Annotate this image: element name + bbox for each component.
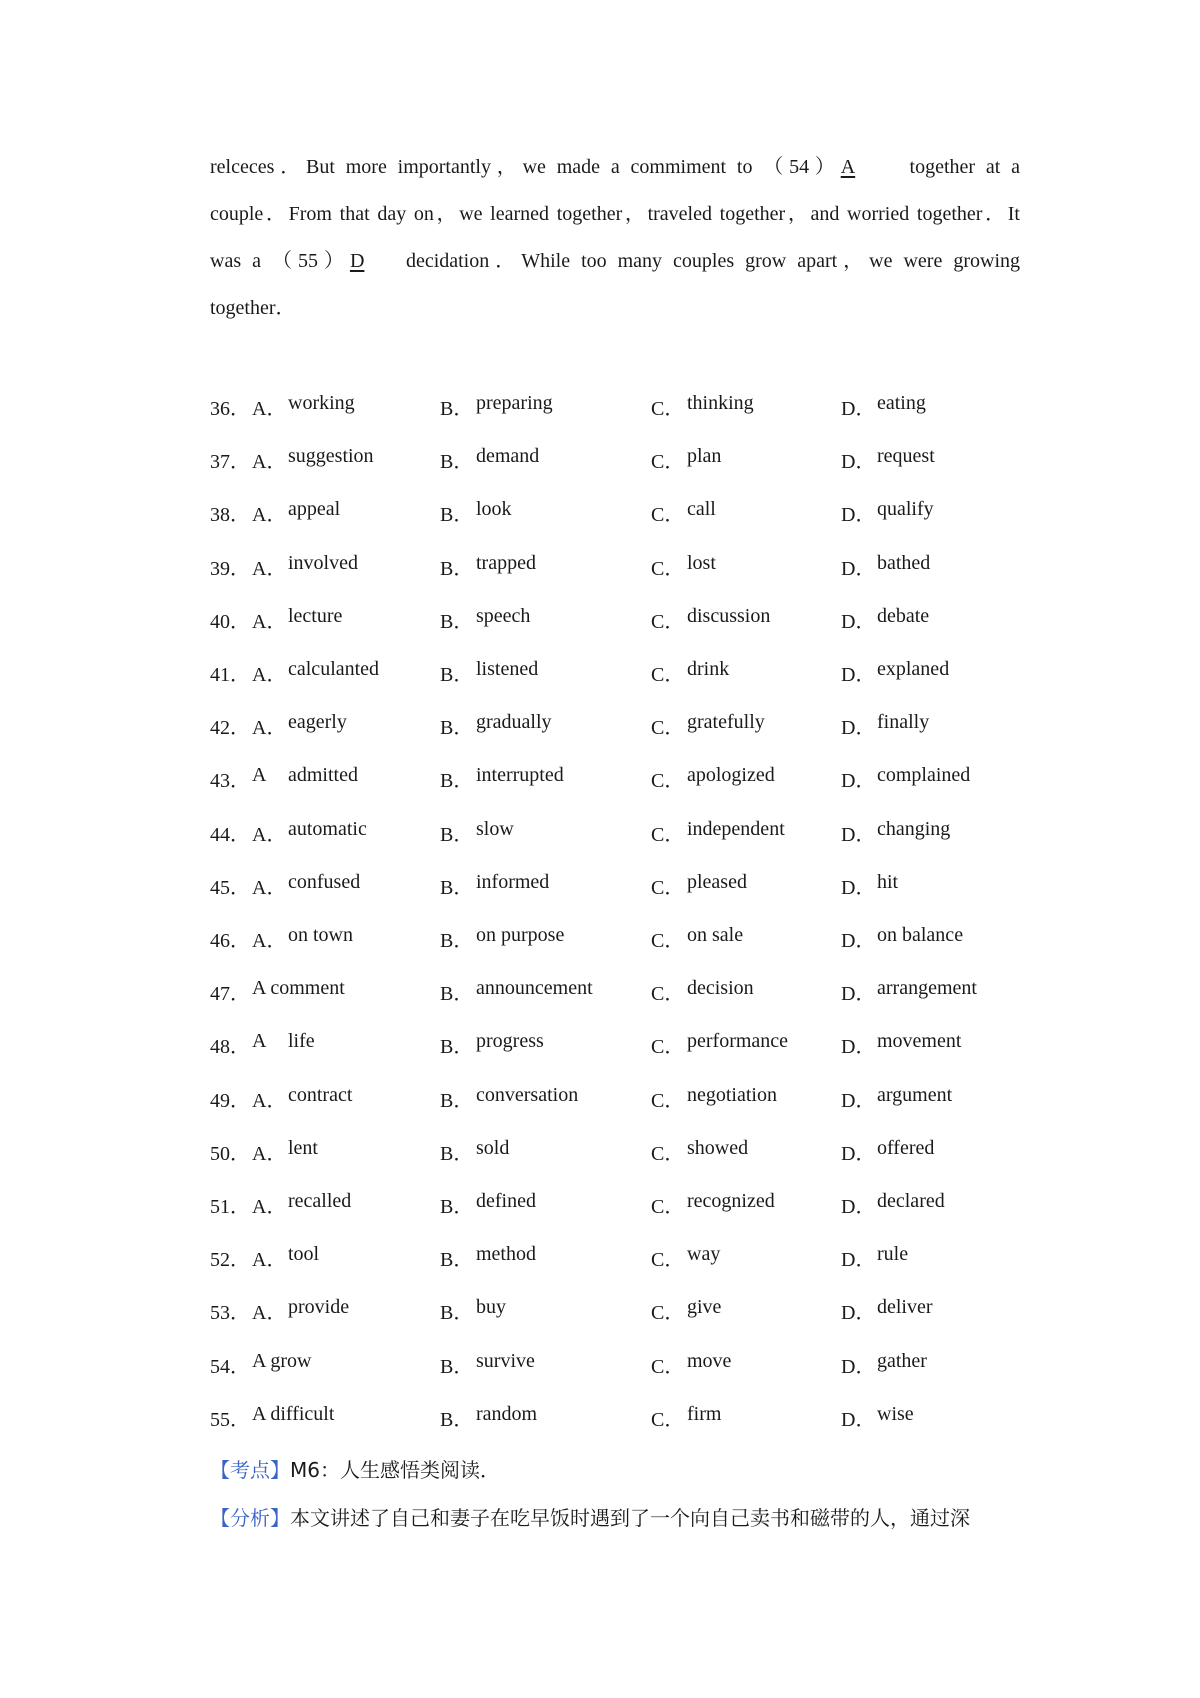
question-number: 40．: [210, 610, 250, 633]
option-label: C．: [651, 664, 685, 686]
passage-line-2: couple．From that day on，we learned together，traveled together，and worried together．It: [210, 203, 1020, 225]
option-text: informed: [476, 870, 550, 893]
option-label: D．: [841, 504, 876, 527]
option-text: complained: [877, 764, 971, 787]
option-label: D．: [841, 1036, 876, 1059]
option-text: negotiation: [687, 1083, 777, 1106]
option-text: contract: [288, 1083, 353, 1106]
passage-line-3: was a （55）D decidation．While too many couples grow apart，we were growing: [210, 250, 1020, 272]
option-text: independent: [687, 817, 785, 840]
option-text: eagerly: [288, 711, 347, 734]
option-text: finally: [877, 711, 930, 734]
question-row: [210, 977, 1030, 1007]
option-label: B．: [440, 1249, 474, 1272]
option-text: argument: [877, 1083, 953, 1106]
question-number: 45．: [210, 876, 250, 899]
option-text: calculanted: [288, 658, 380, 680]
option-label: A．: [252, 1196, 287, 1218]
option-label: A: [252, 764, 267, 787]
option-text: defined: [476, 1190, 536, 1212]
option-text: involved: [288, 551, 358, 574]
option-label: C．: [651, 717, 685, 740]
option-text: wise: [877, 1402, 914, 1425]
option-text: qualify: [877, 498, 934, 521]
option-label: B．: [440, 876, 474, 899]
option-text: A grow: [252, 1349, 312, 1372]
option-text: changing: [877, 817, 951, 840]
option-text: working: [288, 392, 355, 414]
option-text: life: [288, 1030, 315, 1053]
question-number: 36．: [210, 398, 250, 420]
option-label: C．: [651, 930, 685, 952]
kaodian-tag: 【考点】: [210, 1458, 290, 1482]
option-text: give: [687, 1296, 722, 1319]
question-row: [210, 818, 1030, 848]
kaodian-text: M6：人生感悟类阅读．: [290, 1458, 500, 1482]
option-text: survive: [476, 1349, 535, 1372]
option-label: A．: [252, 1249, 287, 1272]
option-label: B．: [440, 610, 474, 633]
option-label: B．: [440, 451, 474, 474]
question-number: 42．: [210, 717, 250, 740]
option-text: automatic: [288, 817, 367, 840]
question-number: 37．: [210, 451, 250, 474]
option-text: announcement: [476, 977, 593, 1000]
option-label: C．: [651, 1408, 685, 1431]
option-text: pleased: [687, 870, 747, 893]
option-label: B．: [440, 930, 474, 952]
option-text: suggestion: [288, 445, 374, 468]
option-label: D．: [841, 876, 876, 899]
option-text: demand: [476, 445, 540, 468]
option-label: D．: [841, 398, 876, 420]
option-label: B．: [440, 1036, 474, 1059]
option-label: C．: [651, 451, 685, 474]
option-text: method: [476, 1243, 536, 1266]
option-text: firm: [687, 1402, 722, 1425]
question-number: 53．: [210, 1302, 250, 1325]
option-label: B．: [440, 1302, 474, 1325]
option-text: explaned: [877, 658, 950, 680]
question-number: 55．: [210, 1408, 250, 1431]
option-text: speech: [476, 604, 531, 627]
option-text: lent: [288, 1136, 318, 1159]
option-text: recognized: [687, 1190, 775, 1212]
question-row: [210, 658, 1030, 688]
option-label: C．: [651, 398, 685, 420]
option-label: B．: [440, 398, 474, 420]
option-label: A．: [252, 664, 287, 686]
option-text: thinking: [687, 392, 754, 414]
option-text: lecture: [288, 604, 343, 627]
option-text: eating: [877, 392, 926, 414]
kaodian-line: [210, 1454, 500, 1483]
option-label: C．: [651, 504, 685, 527]
question-row: [210, 1243, 1030, 1273]
option-label: C．: [651, 557, 685, 580]
option-text: sold: [476, 1136, 510, 1159]
option-text: conversation: [476, 1083, 579, 1106]
option-text: tool: [288, 1243, 320, 1266]
option-text: bathed: [877, 551, 931, 574]
option-label: C．: [651, 1355, 685, 1378]
fenxi-tag: 【分析】: [210, 1506, 290, 1530]
question-number: 51．: [210, 1196, 250, 1218]
option-text: look: [476, 498, 512, 521]
question-row: [210, 552, 1030, 582]
option-text: debate: [877, 604, 930, 627]
option-text: slow: [476, 817, 514, 840]
option-label: B．: [440, 557, 474, 580]
option-text: declared: [877, 1190, 945, 1212]
question-number: 43．: [210, 770, 250, 793]
question-row: [210, 1350, 1030, 1380]
option-label: A．: [252, 823, 287, 846]
option-text: on sale: [687, 924, 744, 946]
option-label: D．: [841, 1408, 876, 1431]
option-label: D．: [841, 1196, 876, 1218]
option-text: apologized: [687, 764, 775, 787]
option-label: B．: [440, 1089, 474, 1112]
option-label: C．: [651, 610, 685, 633]
question-number: 38．: [210, 504, 250, 527]
question-number: 39．: [210, 557, 250, 580]
question-number: 49．: [210, 1089, 250, 1112]
question-row: [210, 1190, 1030, 1220]
option-text: rule: [877, 1243, 909, 1266]
option-text: offered: [877, 1136, 935, 1159]
option-label: D．: [841, 664, 876, 686]
option-label: D．: [841, 1302, 876, 1325]
question-row: [210, 392, 1030, 422]
option-text: gratefully: [687, 711, 765, 734]
question-number: 44．: [210, 823, 250, 846]
option-text: call: [687, 498, 716, 521]
passage-line-1: relceces．But more importantly，we made a commiment to （54）A together at a: [210, 156, 1021, 178]
option-label: C．: [651, 770, 685, 793]
option-label: B．: [440, 1142, 474, 1165]
option-label: D．: [841, 823, 876, 846]
option-label: A．: [252, 504, 287, 527]
option-label: C．: [651, 1089, 685, 1112]
option-label: B．: [440, 717, 474, 740]
option-text: A comment: [252, 977, 345, 1000]
option-text: request: [877, 445, 935, 468]
answer-blank-54: A: [840, 156, 856, 178]
question-row: [210, 605, 1030, 635]
question-row: [210, 924, 1030, 954]
option-label: A．: [252, 717, 287, 740]
option-label: B．: [440, 1408, 474, 1431]
option-label: D．: [841, 1142, 876, 1165]
option-text: drink: [687, 658, 730, 680]
option-label: C．: [651, 1142, 685, 1165]
option-label: A．: [252, 1302, 287, 1325]
option-label: D．: [841, 930, 876, 952]
option-text: confused: [288, 870, 361, 893]
question-row: [210, 1296, 1030, 1326]
option-label: C．: [651, 1302, 685, 1325]
question-row: [210, 445, 1030, 475]
question-row: [210, 764, 1030, 794]
option-label: B．: [440, 504, 474, 527]
option-label: D．: [841, 610, 876, 633]
option-text: on town: [288, 924, 353, 946]
option-label: A．: [252, 610, 287, 633]
question-row: [210, 1137, 1030, 1167]
option-label: D．: [841, 451, 876, 474]
option-text: trapped: [476, 551, 536, 574]
option-text: interrupted: [476, 764, 564, 787]
question-row: [210, 498, 1030, 528]
option-text: appeal: [288, 498, 341, 521]
option-text: recalled: [288, 1190, 352, 1212]
option-text: listened: [476, 658, 539, 680]
option-label: B．: [440, 770, 474, 793]
option-text: random: [476, 1402, 538, 1425]
question-row: [210, 871, 1030, 901]
passage-line-4: together．: [210, 297, 296, 319]
option-label: A．: [252, 398, 287, 420]
option-text: way: [687, 1243, 721, 1266]
option-label: C．: [651, 1036, 685, 1059]
question-row: [210, 1403, 1030, 1433]
option-label: B．: [440, 1196, 474, 1218]
option-text: arrangement: [877, 977, 977, 1000]
option-label: C．: [651, 876, 685, 899]
option-text: admitted: [288, 764, 358, 787]
question-number: 50．: [210, 1142, 250, 1165]
question-number: 54．: [210, 1355, 250, 1378]
option-text: plan: [687, 445, 722, 468]
option-text: deliver: [877, 1296, 933, 1319]
option-label: C．: [651, 823, 685, 846]
option-label: B．: [440, 1355, 474, 1378]
option-text: on balance: [877, 924, 964, 946]
option-text: movement: [877, 1030, 962, 1053]
option-text: buy: [476, 1296, 506, 1319]
option-text: lost: [687, 551, 716, 574]
option-text: gather: [877, 1349, 927, 1372]
option-text: discussion: [687, 604, 771, 627]
option-label: C．: [651, 983, 685, 1006]
question-number: 41．: [210, 664, 250, 686]
question-number: 46．: [210, 930, 250, 952]
option-label: C．: [651, 1249, 685, 1272]
option-text: hit: [877, 870, 899, 893]
option-text: move: [687, 1349, 732, 1372]
option-text: progress: [476, 1030, 544, 1053]
option-label: A．: [252, 876, 287, 899]
option-label: A．: [252, 930, 287, 952]
option-label: B．: [440, 983, 474, 1006]
option-text: preparing: [476, 392, 553, 414]
option-text: decision: [687, 977, 754, 1000]
question-number: 48．: [210, 1036, 250, 1059]
option-label: D．: [841, 1249, 876, 1272]
option-label: A．: [252, 451, 287, 474]
option-label: A．: [252, 1142, 287, 1165]
option-label: A．: [252, 557, 287, 580]
question-row: [210, 1084, 1030, 1114]
question-number: 52．: [210, 1249, 250, 1272]
fenxi-line: [210, 1502, 970, 1531]
option-label: C．: [651, 1196, 685, 1218]
option-label: D．: [841, 717, 876, 740]
option-label: B．: [440, 823, 474, 846]
option-label: D．: [841, 1355, 876, 1378]
option-text: gradually: [476, 711, 552, 734]
option-label: D．: [841, 770, 876, 793]
option-label: A: [252, 1030, 267, 1053]
question-row: [210, 1030, 1030, 1060]
option-text: A difficult: [252, 1402, 335, 1425]
option-label: D．: [841, 1089, 876, 1112]
question-row: [210, 711, 1030, 741]
option-label: A．: [252, 1089, 287, 1112]
answer-blank-55: D: [349, 250, 365, 272]
option-text: provide: [288, 1296, 350, 1319]
option-text: performance: [687, 1030, 789, 1053]
fenxi-text: 本文讲述了自己和妻子在吃早饭时遇到了一个向自己卖书和磁带的人，通过深: [290, 1506, 970, 1530]
option-label: B．: [440, 664, 474, 686]
question-number: 47．: [210, 983, 250, 1006]
option-label: D．: [841, 983, 876, 1006]
option-text: on purpose: [476, 924, 565, 946]
option-label: D．: [841, 557, 876, 580]
option-text: showed: [687, 1136, 749, 1159]
